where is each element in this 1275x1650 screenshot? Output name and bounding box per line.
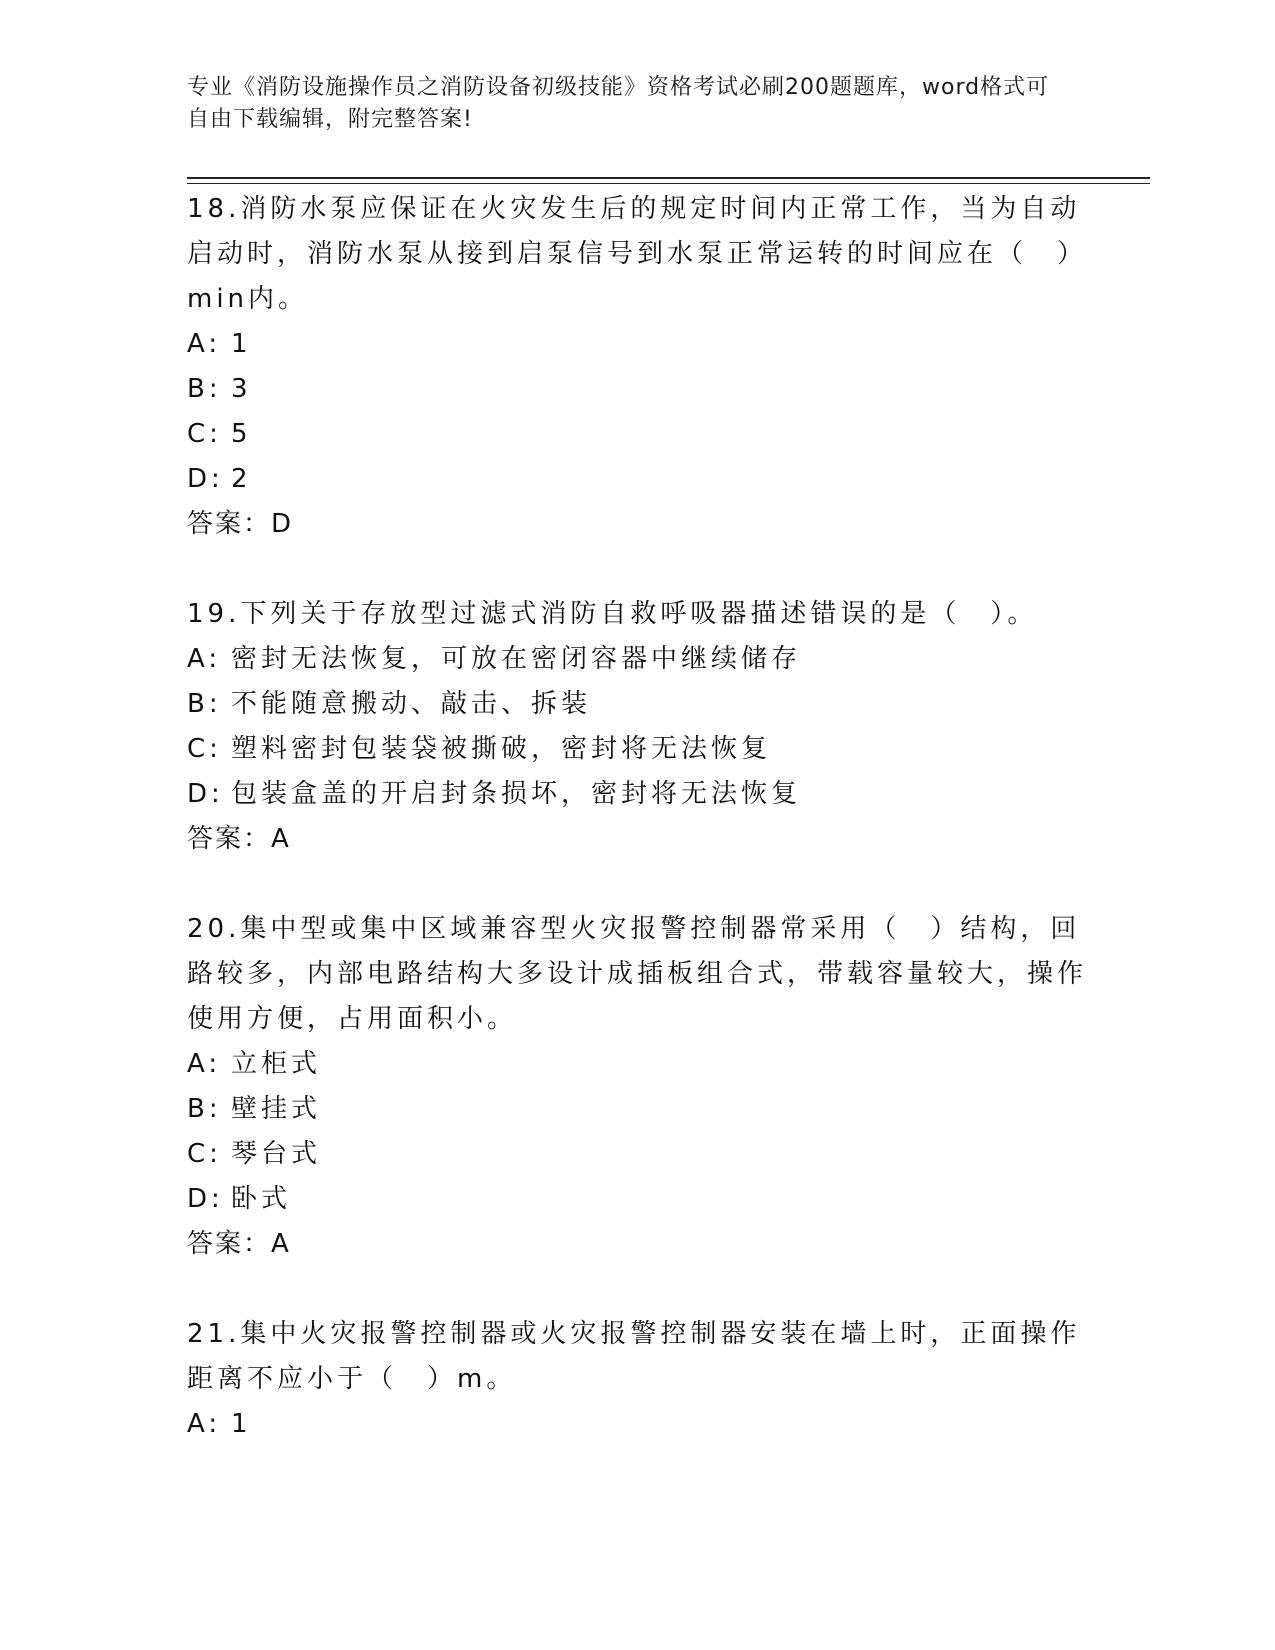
option-text: 5	[231, 419, 252, 449]
option-key: A:	[187, 1049, 222, 1079]
option-d	[187, 1177, 1087, 1222]
option-text: 卧式	[231, 1184, 292, 1214]
option-b	[187, 682, 1087, 727]
option-text: 壁挂式	[231, 1094, 322, 1124]
option-c	[187, 727, 1087, 772]
option-key: D:	[187, 779, 224, 809]
option-text: 1	[231, 329, 252, 359]
question-list	[187, 187, 1087, 1492]
option-text: 3	[231, 374, 252, 404]
question-stem: 19.下列关于存放型过滤式消防自救呼吸器描述错误的是（ ）。	[187, 599, 1038, 629]
question-19	[187, 592, 1087, 862]
option-key: B:	[187, 374, 222, 404]
option-c	[187, 1132, 1087, 1177]
option-key: C:	[187, 419, 222, 449]
header-divider-thick	[187, 177, 1150, 179]
option-text: 不能随意搬动、敲击、拆装	[231, 689, 592, 719]
option-key: A:	[187, 329, 222, 359]
option-key: C:	[187, 734, 222, 764]
option-a	[187, 1042, 1087, 1087]
answer-line: 答案：A	[187, 1229, 291, 1259]
header-divider-thin	[187, 183, 1150, 184]
option-text: 包装盒盖的开启封条损坏，密封将无法恢复	[231, 779, 802, 809]
option-text: 立柜式	[231, 1049, 322, 1079]
option-key: A:	[187, 1409, 222, 1439]
option-a	[187, 322, 1087, 367]
option-a	[187, 637, 1087, 682]
option-key: B:	[187, 689, 222, 719]
option-text: 2	[231, 464, 252, 494]
option-text: 塑料密封包装袋被撕破，密封将无法恢复	[231, 734, 772, 764]
document-header: 专业《消防设施操作员之消防设备初级技能》资格考试必刷200题题库，word格式可自由下载编辑，附完整答案!	[187, 75, 1050, 132]
option-key: B:	[187, 1094, 222, 1124]
question-stem: 18.消防水泵应保证在火灾发生后的规定时间内正常工作，当为自动启动时，消防水泵从接到启泵信号到水泵正常运转的时间应在（ ）min内。	[187, 194, 1088, 314]
option-b	[187, 1087, 1087, 1132]
answer-line: 答案：A	[187, 824, 291, 854]
option-key: A:	[187, 644, 222, 674]
option-c	[187, 412, 1087, 457]
question-21	[187, 1312, 1087, 1447]
option-d	[187, 457, 1087, 502]
option-key: C:	[187, 1139, 222, 1169]
option-b	[187, 367, 1087, 412]
option-key: D:	[187, 1184, 224, 1214]
option-text: 琴台式	[231, 1139, 322, 1169]
answer-line: 答案：D	[187, 509, 294, 539]
option-a	[187, 1402, 1087, 1447]
option-d	[187, 772, 1087, 817]
question-stem: 20.集中型或集中区域兼容型火灾报警控制器常采用（ ）结构，回路较多，内部电路结构大多设计成插板组合式，带载容量较大，操作使用方便，占用面积小。	[187, 914, 1088, 1034]
question-20	[187, 907, 1087, 1267]
question-stem: 21.集中火灾报警控制器或火灾报警控制器安装在墙上时，正面操作距离不应小于（ ）m。	[187, 1319, 1081, 1394]
option-text: 密封无法恢复，可放在密闭容器中继续储存	[231, 644, 802, 674]
option-key: D:	[187, 464, 224, 494]
option-text: 1	[231, 1409, 252, 1439]
question-18	[187, 187, 1087, 547]
